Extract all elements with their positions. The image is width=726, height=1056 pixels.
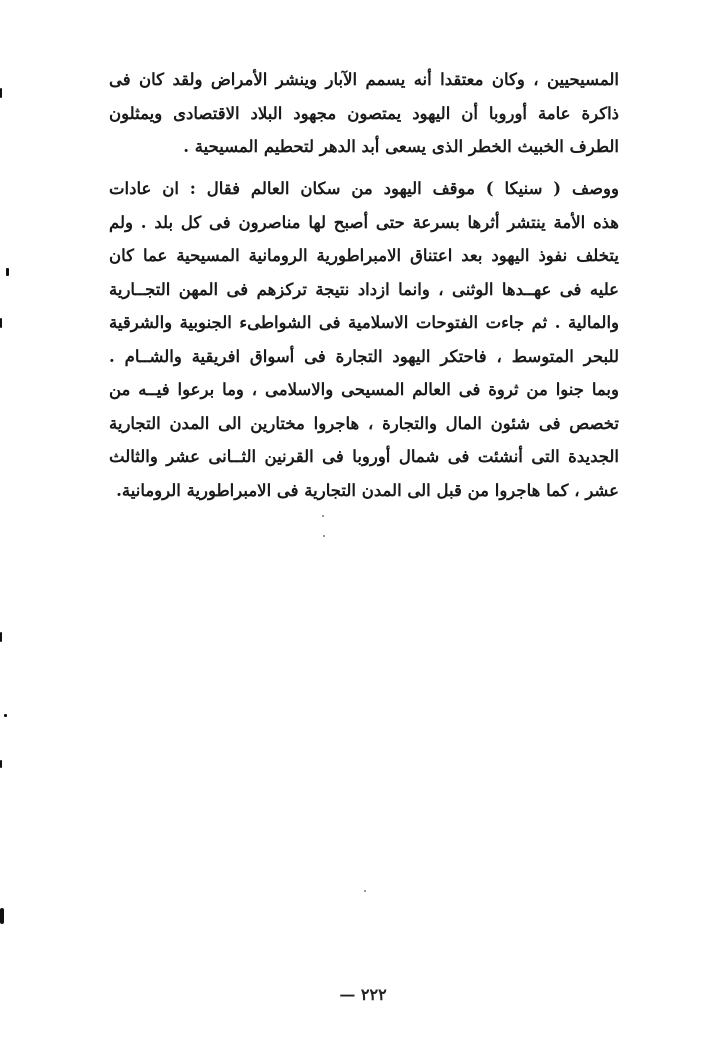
scan-speck [322, 515, 324, 517]
scan-mark [0, 908, 4, 924]
text-line: يتخلف نفوذ اليهود بعد اعتناق الامبراطورية الرومانية المسيحية عما كان [109, 246, 619, 265]
paragraph-1 [109, 63, 619, 164]
text-line: وبما جنوا من ثروة فى العالم المسيحى والاسلامى ، وما برعوا فيــه من [109, 380, 619, 399]
scan-mark [6, 268, 9, 276]
text-line: والمالية . ثم جاءت الفتوحات الاسلامية فى الشواطىء الجنوبية والشرقية [109, 313, 619, 332]
text-line: هذه الأمة ينتشر أثرها بسرعة حتى أصبح لها مناصرون فى كل بلد . ولم [109, 212, 619, 232]
page-number: ٢٢٢ — [339, 985, 387, 1004]
text-line: تخصص فى شئون المال والتجارة ، هاجروا مختارين الى المدن التجارية [109, 413, 619, 433]
scan-speck [323, 535, 325, 537]
text-line: الجديدة التى أنشئت فى شمال أوروبا فى القرنين الثــانى عشر والثالث [109, 447, 619, 466]
text-line: عليه فى عهــدها الوثنى ، وانما ازداد نتيجة تركزهم فى المهن التجــارية [109, 279, 619, 299]
scan-mark [0, 632, 2, 642]
text-line: للبحر المتوسط ، فاحتكر اليهود التجارة فى أسواق افريقية والشــام . [109, 346, 619, 366]
scan-mark [0, 760, 2, 768]
scan-mark [0, 88, 2, 98]
text-line: ووصف ( سنيكا ) موقف اليهود من سكان العالم فقال : ان عادات [109, 179, 619, 198]
scan-speck [364, 890, 366, 892]
text-line: المسيحيين ، وكان معتقدا أنه يسمم الآبار وينشر الأمراض ولقد كان فى [109, 70, 619, 89]
text-line: عشر ، كما هاجروا من قبل الى المدن التجارية فى الامبراطورية الرومانية. [116, 480, 619, 500]
paragraph-2 [109, 172, 619, 507]
scan-mark [4, 714, 7, 717]
text-line: الطرف الخبيث الخطر الذى يسعى أبد الدهر لتحطيم المسيحية . [183, 137, 619, 156]
scan-mark [0, 318, 2, 328]
text-line: ذاكرة عامة أوروبا أن اليهود يمتصون مجهود البلاد الاقتصادى ويمثلون [109, 103, 619, 123]
